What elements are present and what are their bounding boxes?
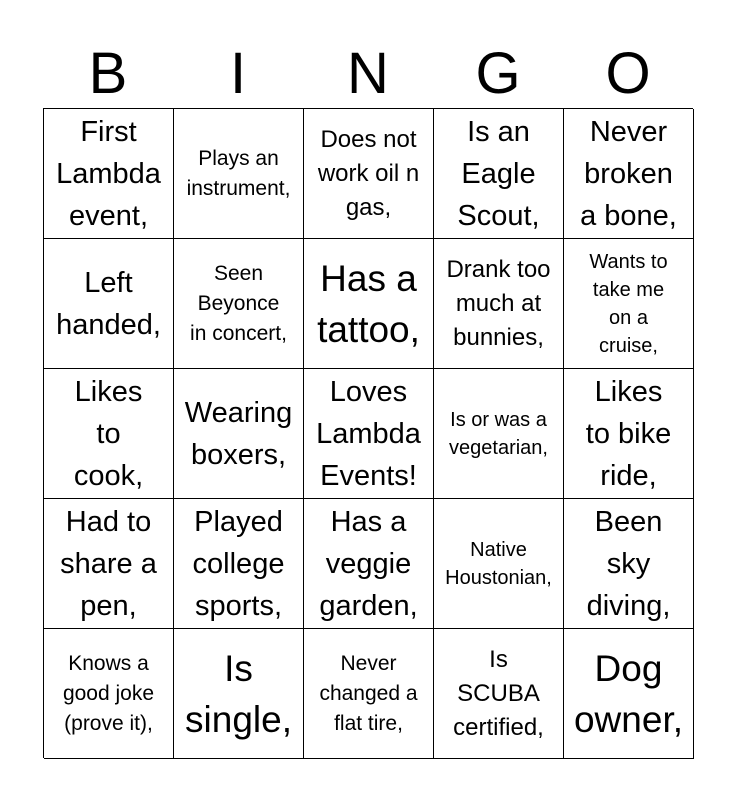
bingo-cell-text: Loves Lambda Events! (316, 375, 421, 492)
bingo-cell[interactable] (174, 369, 304, 499)
bingo-cell[interactable] (304, 499, 434, 629)
bingo-cell[interactable] (174, 109, 304, 239)
bingo-cell-text: Is single, (185, 647, 292, 740)
bingo-cell[interactable] (564, 109, 694, 239)
bingo-cell-text: Wearing boxers, (184, 396, 293, 471)
bingo-board (43, 108, 693, 758)
bingo-cell[interactable] (174, 239, 304, 369)
bingo-cell-text: Wants to take me on a cruise, (589, 250, 668, 357)
bingo-cell-text: Had to share a pen, (60, 505, 157, 622)
bingo-cell[interactable] (44, 629, 174, 759)
bingo-cell[interactable] (304, 239, 434, 369)
bingo-cell[interactable] (434, 109, 564, 239)
bingo-cell-text: Been sky diving, (586, 505, 671, 622)
header-letter-g: G (475, 41, 521, 106)
bingo-cell-text: Is or was a vegetarian, (449, 408, 548, 459)
bingo-cell-text: Is SCUBA certified, (453, 645, 544, 741)
bingo-cell[interactable] (304, 629, 434, 759)
bingo-cell[interactable] (434, 239, 564, 369)
bingo-header (43, 40, 693, 108)
bingo-cell[interactable] (564, 239, 694, 369)
bingo-cell[interactable] (44, 109, 174, 239)
bingo-cell-text: Left handed, (56, 266, 161, 341)
bingo-cell-text: Played college sports, (192, 505, 285, 622)
bingo-cell[interactable] (44, 499, 174, 629)
bingo-cell[interactable] (304, 109, 434, 239)
bingo-cell[interactable] (174, 629, 304, 759)
bingo-cell-text: Does not work oil n gas, (317, 125, 420, 221)
bingo-cell-text: Likes to cook, (73, 375, 144, 492)
bingo-cell-text: Drank too much at bunnies, (446, 255, 551, 351)
bingo-cell-text: Plays an instrument, (186, 146, 291, 200)
bingo-cell[interactable] (434, 369, 564, 499)
bingo-cell-text: Has a veggie garden, (319, 505, 418, 622)
bingo-cell[interactable] (44, 369, 174, 499)
bingo-cell-text: Native Houstonian, (445, 538, 552, 589)
bingo-cell-text: Has a tattoo, (317, 257, 420, 350)
bingo-cell[interactable] (434, 629, 564, 759)
bingo-cell-text: Never changed a flat tire, (319, 651, 418, 735)
bingo-cell-text: Is an Eagle Scout, (457, 115, 540, 232)
bingo-cell-text: Dog owner, (573, 647, 683, 740)
bingo-cell[interactable] (304, 369, 434, 499)
header-letter-i: I (229, 41, 247, 106)
bingo-cell[interactable] (174, 499, 304, 629)
bingo-cell[interactable] (44, 239, 174, 369)
bingo-cell[interactable] (564, 629, 694, 759)
bingo-cell-text: Never broken a bone, (580, 115, 677, 232)
bingo-cell-text: First Lambda event, (56, 115, 161, 232)
bingo-cell[interactable] (564, 499, 694, 629)
header-letter-n: N (347, 41, 389, 106)
header-letter-b: B (88, 41, 128, 106)
bingo-cell-text: Likes to bike ride, (585, 375, 672, 492)
bingo-cell[interactable] (434, 499, 564, 629)
bingo-cell-text: Seen Beyonce in concert, (190, 261, 287, 345)
header-letter-o: O (605, 41, 651, 106)
bingo-cell-text: Knows a good joke (prove it), (62, 651, 155, 735)
bingo-cell[interactable] (564, 369, 694, 499)
